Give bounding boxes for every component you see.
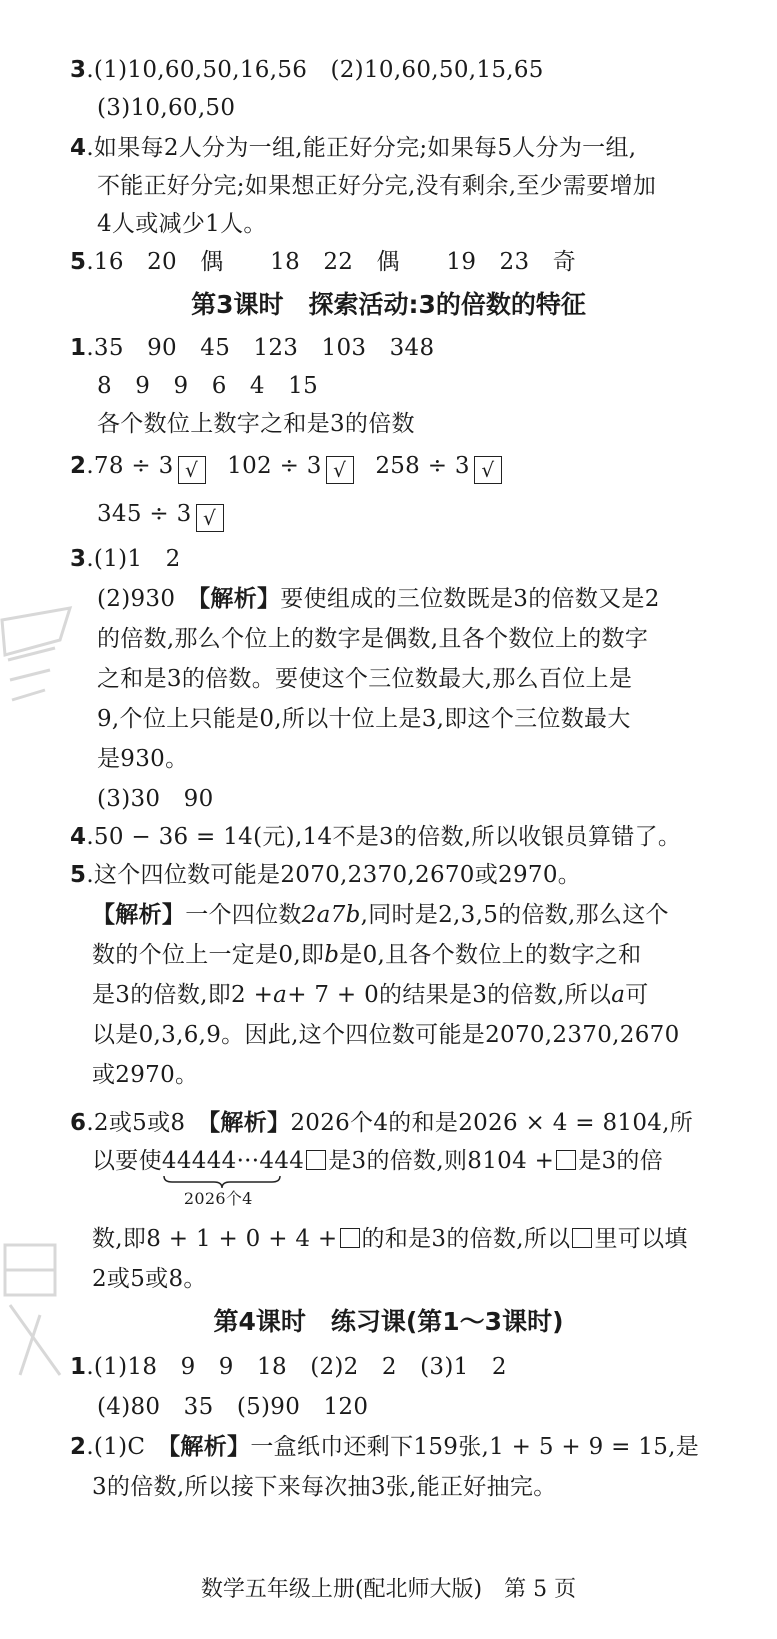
t1-line-1: 1.(1)18 9 9 18 (2)2 2 (3)1 2 <box>70 1354 507 1380</box>
s6-line-1: 6.2或5或8 【解析】2026个4的和是2026 × 4 = 8104,所 <box>70 1110 694 1136</box>
section-heading-lesson-4: 第4课时 练习课(第1～3课时) <box>213 1307 564 1336</box>
page-footer: 数学五年级上册(配北师大版) 第 5 页 <box>200 1577 577 1602</box>
q3-line-2: (3)10,60,50 <box>97 95 236 121</box>
blank-box <box>572 1228 592 1248</box>
s2-line-1: 2.78 ÷ 3 √ 102 ÷ 3 √ 258 ÷ 3 √ <box>70 451 502 484</box>
blank-box <box>340 1228 360 1248</box>
q5-line-1: 5.16 20 偶 18 22 偶 19 23 奇 <box>70 249 577 275</box>
s5-line-6: 或2970。 <box>92 1062 199 1088</box>
s3-line-7: (3)30 90 <box>97 786 214 812</box>
blank-box <box>556 1150 576 1170</box>
underbrace <box>162 1174 282 1190</box>
check-box: √ <box>474 456 502 484</box>
s6-line-2: 以要使44444···444 2026个4 是3的倍数,则8104 + 是3的倍 <box>92 1148 664 1208</box>
s1-line-2: 8 9 9 6 4 15 <box>97 373 319 399</box>
brace-label: 2026个4 <box>183 1189 253 1208</box>
q4-line-3: 4人或减少1人。 <box>97 211 267 237</box>
s4-line-1: 4.50 − 36 = 14(元),14不是3的倍数,所以收银员算错了。 <box>70 824 682 850</box>
s6-line-3: 数,即8 + 1 + 0 + 4 + 的和是3的倍数,所以 里可以填 <box>92 1226 688 1252</box>
s1-line-3: 各个数位上数字之和是3的倍数 <box>97 411 415 437</box>
q3-line-1: 3.(1)10,60,50,16,56 (2)10,60,50,15,65 <box>70 57 544 83</box>
q4-line-2: 不能正好分完;如果想正好分完,没有剩余,至少需要增加 <box>97 173 657 199</box>
s3-line-3: 的倍数,那么个位上的数字是偶数,且各个数位上的数字 <box>97 626 649 652</box>
t1-line-2: (4)80 35 (5)90 120 <box>97 1394 369 1420</box>
s5-line-4: 是3的倍数,即2 +a+ 7 + 0的结果是3的倍数,所以a可 <box>92 982 649 1008</box>
s3-line-5: 9,个位上只能是0,所以十位上是3,即这个三位数最大 <box>97 706 631 732</box>
s3-line-2: (2)930 【解析】要使组成的三位数既是3的倍数又是2 <box>97 586 660 612</box>
s3-line-4: 之和是3的倍数。要使这个三位数最大,那么百位上是 <box>97 666 633 692</box>
analysis-tag: 【解析】 <box>92 902 186 928</box>
analysis-tag: 【解析】 <box>168 1434 251 1460</box>
s3-line-6: 是930。 <box>97 746 189 772</box>
check-box: √ <box>196 504 224 532</box>
analysis-tag: 【解析】 <box>208 1110 291 1136</box>
t2-line-2: 3的倍数,所以接下来每次抽3张,能正好抽完。 <box>92 1474 557 1500</box>
q4-line-1: 4.如果每2人分为一组,能正好分完;如果每5人分为一组, <box>70 135 637 161</box>
s5-line-5: 以是0,3,6,9。因此,这个四位数可能是2070,2370,2670 <box>92 1022 680 1048</box>
s5-line-3: 数的个位上一定是0,即b是0,且各个数位上的数字之和 <box>92 942 642 968</box>
digit-run-with-brace: 44444···444 2026个4 <box>161 1148 305 1208</box>
s1-line-1: 1.35 90 45 123 103 348 <box>70 335 435 361</box>
s5-line-2: 【解析】一个四位数2a7b,同时是2,3,5的倍数,那么这个 <box>92 902 669 928</box>
section-heading-lesson-3: 第3课时 探索活动:3的倍数的特征 <box>191 290 586 319</box>
blank-box <box>306 1150 326 1170</box>
s2-line-2: 345 ÷ 3 √ <box>97 499 224 532</box>
t2-line-1: 2.(1)C 【解析】一盒纸巾还剩下159张,1 + 5 + 9 = 15,是 <box>70 1434 700 1460</box>
analysis-tag: 【解析】 <box>198 586 281 612</box>
s6-line-4: 2或5或8。 <box>92 1266 207 1292</box>
check-box: √ <box>178 456 206 484</box>
s5-line-1: 5.这个四位数可能是2070,2370,2670或2970。 <box>70 862 582 888</box>
check-box: √ <box>326 456 354 484</box>
watermark-stamp-top <box>0 600 80 720</box>
s3-line-1: 3.(1)1 2 <box>70 546 181 572</box>
